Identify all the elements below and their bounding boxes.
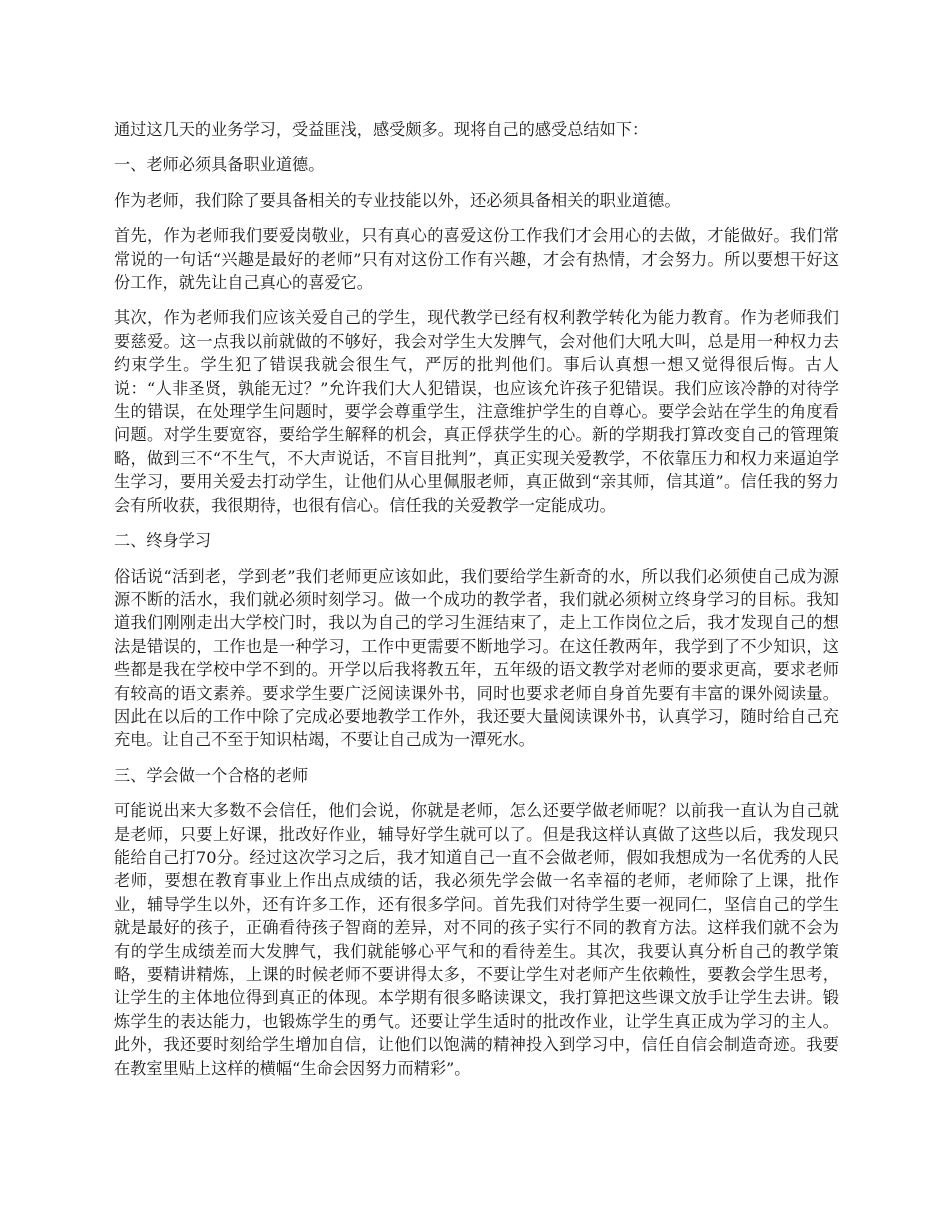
section-3-paragraph-1: 可能说出来大多数不会信任，他们会说，你就是老师，怎么还要学做老师呢？以前我一直认为自己就是老师，只要上好课，批改好作业，辅导好学生就可以了。但是我这样认真做了这些以后，我发现只能给自己打70分。经过这次学习之后，我才知道自己一直不会做老师，假如我想成为一名优秀的人民老师，要想在教育事业上作出点成绩的话，我必须先学会做一名幸福的老师，老师除了上课，批作业，辅导学生以外，还有许多工作，还有很多学问。首先我们对待学生要一视同仁，坚信自己的学生就是最好的孩子，正确看待孩子智商的差异，对不同的孩子实行不同的教育方法。这样我们就不会为有的学生成绩差而大发脾气，我们就能够心平气和的看待差生。其次，我要认真分析自己的教学策略，要精讲精炼，上课的时候老师不要讲得太多，不要让学生对老师产生依赖性，要教会学生思考，让学生的主体地位得到真正的体现。本学期有很多略读课文，我打算把这些课文放手让学生去讲。锻炼学生的表达能力，也锻炼学生的勇气。还要让学生适时的批改作业，让学生真正成为学习的主人。此外，我还要时刻给学生增加自信，让他们以饱满的精神投入到学习中，信任自信会制造奇迹。我要在教室里贴上这样的横幅“生命会因努力而精彩”。 [114,801,839,1078]
section-2-heading: 二、终身学习 [114,531,212,551]
section-2-paragraph-1: 俗话说“活到老，学到老”我们老师更应该如此，我们要给学生新奇的水，所以我们必须使自己成为源源不断的活水，我们就必须时刻学习。做一个成功的教学者，我们就必须树立终身学习的目标。我知道我们刚刚走出大学校门时，我以为自己的学习生涯结束了，走上工作岗位之后，我才发现自己的想法是错误的，工作也是一种学习，工作中更需要不断地学习。在这任教两年，我学到了不少知识，这些都是我在学校中学不到的。开学以后我将教五年，五年级的语文教学对老师的要求更高，要求老师有较高的语文素养。要求学生要广泛阅读课外书，同时也要求老师自身首先要有丰富的课外阅读量。因此在以后的工作中除了完成必要地教学工作外，我还要大量阅读课外书，认真学习，随时给自己充充电。让自己不至于知识枯竭，不要让自己成为一潭死水。 [114,566,839,750]
section-1-paragraph-3: 其次，作为老师我们应该关爱自己的学生，现代教学已经有权利教学转化为能力教育。作为老师我们要慈爱。这一点我以前就做的不够好，我会对学生大发脾气，会对他们大吼大叫，总是用一种权力去约束学生。学生犯了错误我就会很生气，严厉的批判他们。事后认真想一想又觉得很后悔。古人说：“人非圣贤，孰能无过？”允许我们大人犯错误，也应该允许孩子犯错误。我们应该冷静的对待学生的错误，在处理学生问题时，要学会尊重学生，注意维护学生的自尊心。要学会站在学生的角度看问题。对学生要宽容，要给学生解释的机会，真正俘获学生的心。新的学期我打算改变自己的管理策略，做到三不“不生气，不大声说话，不盲目批判”，真正实现关爱教学，不依靠压力和权力来逼迫学生学习，要用关爱去打动学生，让他们从心里佩服老师，真正做到“亲其师，信其道”。信任我的努力会有所收获，我很期待，也很有信心。信任我的关爱教学一定能成功。 [114,308,839,515]
section-1-paragraph-2: 首先，作为老师我们要爱岗敬业，只有真心的喜爱这份工作我们才会用心的去做，才能做好。我们常常说的一句话“兴趣是最好的老师”只有对这份工作有兴趣，才会有热情，才会努力。所以要想干好这份工作，就先让自己真心的喜爱它。 [114,226,839,293]
document-body [114,118,839,1092]
section-3-heading: 三、学会做一个合格的老师 [114,765,309,785]
intro-paragraph: 通过这几天的业务学习，受益匪浅，感受颇多。现将自己的感受总结如下： [114,120,649,139]
section-1-heading: 一、老师必须具备职业道德。 [114,155,325,175]
section-1-paragraph-1: 作为老师，我们除了要具备相关的专业技能以外，还必须具备相关的职业道德。 [114,190,681,210]
